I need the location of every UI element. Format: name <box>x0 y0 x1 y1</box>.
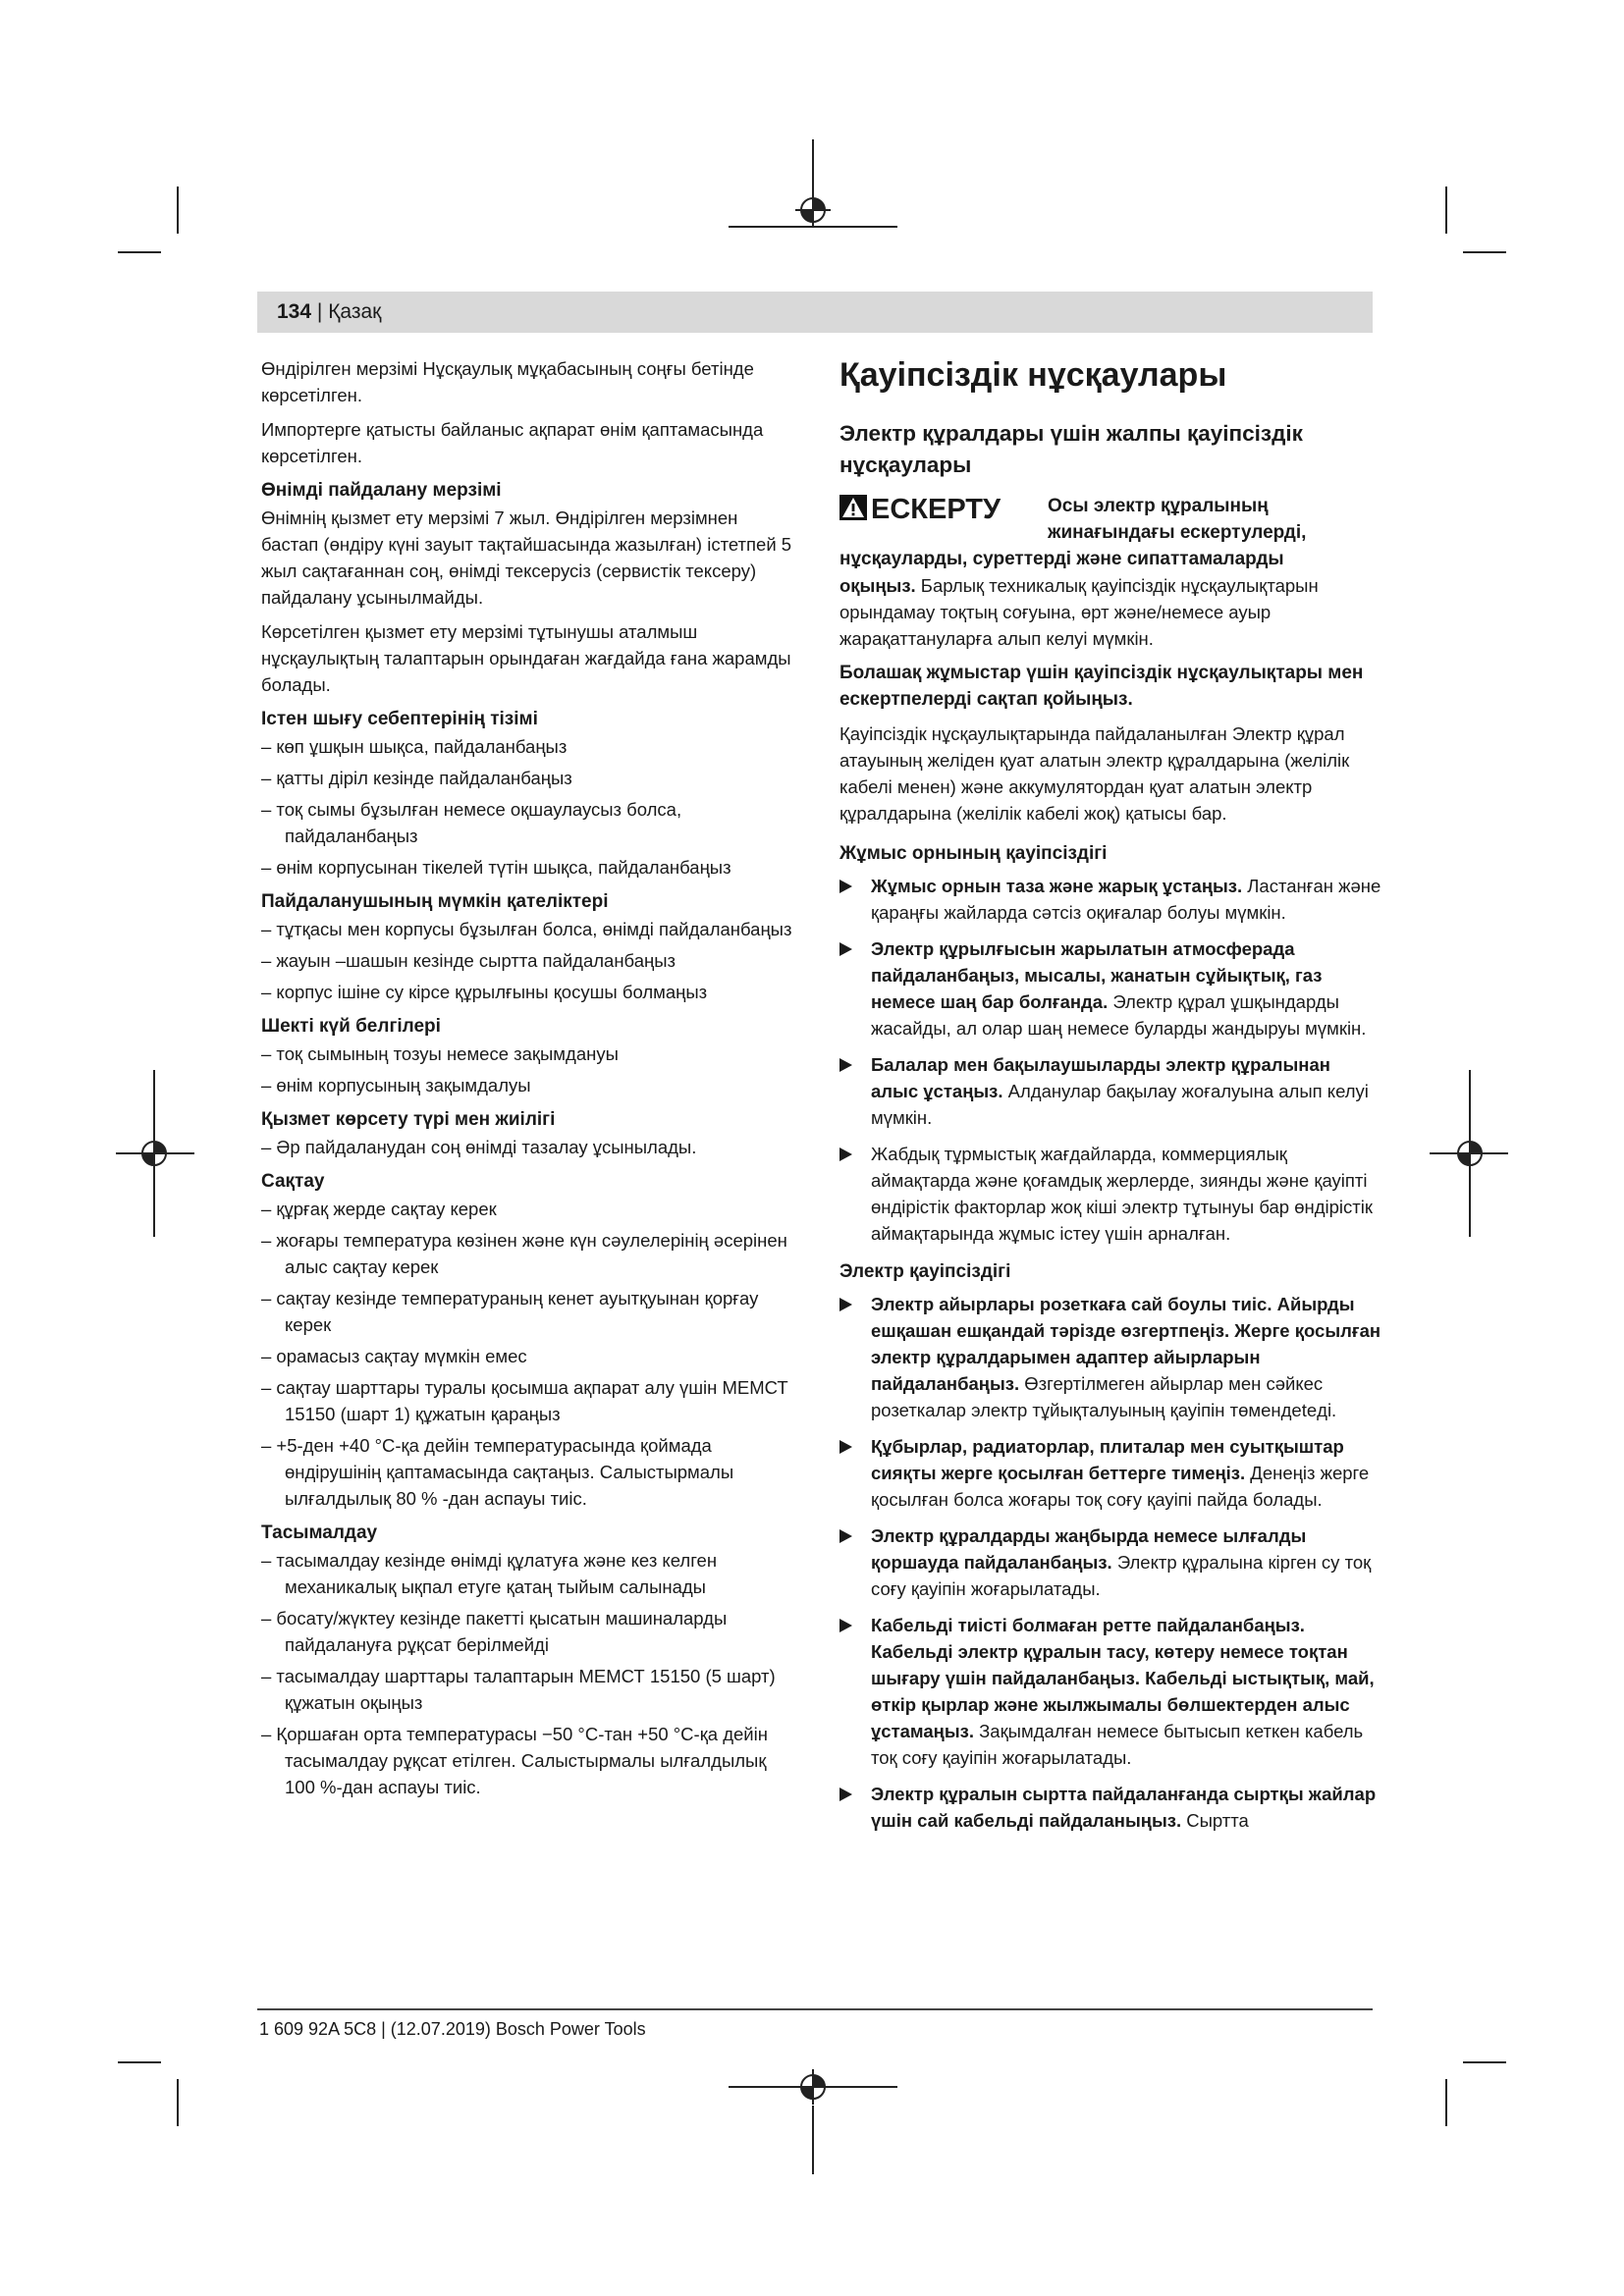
list-item <box>839 1433 1381 1513</box>
user-errors-heading: Пайдаланушының мүмкін қателіктері <box>261 891 609 912</box>
bullet-arrow-icon <box>839 1788 852 1801</box>
footer-text: 1 609 92A 5C8 | (12.07.2019) Bosch Power Tools <box>259 2019 646 2039</box>
list-item: – жоғары температура көзінен және күн сәулелерінің әсерінен алыс сақтау керек <box>261 1230 787 1277</box>
bullet-text: Зақымдалған немесе бытысып кеткен кабель тоқ соғу қауіпін жоғарылатады. <box>871 1721 1364 1768</box>
list-item: – тоқ сымының тозуы немесе зақымдануы <box>261 1043 619 1064</box>
electrical-heading: Электр қауіпсіздігі <box>839 1261 1011 1282</box>
page-title: Қауіпсіздік нұсқаулары <box>839 356 1227 394</box>
list-item: – өнім корпусынан тікелей түтін шықса, пайдаланбаңыз <box>261 857 731 878</box>
page-header-label <box>277 300 381 324</box>
list-item: – орамасыз сақтау мүмкін емес <box>261 1346 527 1366</box>
bullet-bold: Жұмыс орнын таза және жарық ұстаңыз. <box>871 876 1243 896</box>
list-item <box>839 1051 1381 1131</box>
crop-mark-br-v <box>1445 2079 1447 2126</box>
bullet-text: Электр құрал ұшқындарды жасайды, ал олар шаң немесе буларды жандыруы мүмкін. <box>871 991 1367 1039</box>
registration-mark-left <box>136 1136 172 1171</box>
bullet-arrow-icon <box>839 1619 852 1632</box>
list-item: – өнім корпусының зақымдалуы <box>261 1075 531 1095</box>
list-item <box>839 873 1381 926</box>
header-language: Қазақ <box>328 300 382 323</box>
list-item <box>839 1291 1381 1423</box>
term-paragraph: Қауіпсіздік нұсқаулықтарында пайдаланылған Электр құрал атауының желіден қуат алатын электр құралдарына (желілік кабелі менен) және аккумулятордан қуат алатын электр құралдарына (желілік кабелі жоқ) қатысы бар. <box>839 723 1350 824</box>
keep-instructions-heading: Болашақ жұмыстар үшін қауіпсіздік нұсқаулықтары мен ескертпелерді сақтап қойыңыз. <box>839 663 1364 710</box>
bullet-arrow-icon <box>839 880 852 893</box>
warning-block <box>839 493 1381 546</box>
page-number: 134 <box>277 300 312 323</box>
crop-mark-tl-v <box>177 187 179 234</box>
list-item: – Қоршаған орта температурасы −50 °C-тан +50 °C-қа дейін тасымалдау рұқсат етілген. Салыстырмалы ылғалдылық 100 %-дан аспауы тиіс. <box>261 1724 768 1797</box>
warning-paragraph <box>839 572 1381 652</box>
header-separator: | <box>316 300 323 323</box>
left-column <box>261 355 796 1805</box>
list-item: – тасымалдау кезінде өнімді құлатуға және кез келген механикалық ықпал етуге қатаң тыйым салынады <box>261 1550 718 1597</box>
list-item: – тұтқасы мен корпусы бұзылған болса, өнімді пайдаланбаңыз <box>261 919 792 939</box>
transport-heading: Тасымалдау <box>261 1522 378 1543</box>
bullet-arrow-icon <box>839 942 852 956</box>
list-item: – қатты діріл кезінде пайдаланбаңыз <box>261 768 572 788</box>
list-item: – тасымалдау шарттары талаптарын МЕМСТ 15150 (5 шарт) құжатын оқыңыз <box>261 1666 776 1713</box>
list-item <box>839 1522 1381 1602</box>
workplace-heading: Жұмыс орнының қауіпсіздігі <box>839 843 1108 864</box>
bullet-arrow-icon <box>839 1148 852 1161</box>
intro-paragraph: Өндірілген мерзімі Нұсқаулық мұқабасының соңғы бетінде көрсетілген. <box>261 358 754 405</box>
bullet-bold: Электр құралын сыртта пайдаланғанда сыртқы жайлар үшін сай кабельді пайдаланыңыз. <box>871 1784 1377 1831</box>
list-item: – сақтау шарттары туралы қосымша ақпарат алу үшін МЕМСТ 15150 (шарт 1) құжатын қараңыз <box>261 1377 788 1424</box>
bullet-text: Электр құралына кірген су тоқ соғу қауіпін жоғарылатады. <box>871 1552 1372 1599</box>
list-item: – құрғақ жерде сақтау керек <box>261 1199 497 1219</box>
list-item <box>839 1612 1381 1771</box>
bullet-bold: Балалар мен бақылаушыларды электр құралынан алыс ұстаңыз. <box>871 1054 1330 1101</box>
maintenance-heading: Қызмет көрсету түрі мен жиілігі <box>261 1109 556 1130</box>
list-item: – Әр пайдаланудан соң өнімді тазалау ұсынылады. <box>261 1137 697 1157</box>
bullet-arrow-icon <box>839 1298 852 1311</box>
crop-mark-bl-v <box>177 2079 179 2126</box>
intro-paragraph: Импортерге қатысты байланыс ақпарат өнім қаптамасында көрсетілген. <box>261 419 764 466</box>
registration-mark-top <box>795 192 831 228</box>
list-item: – +5-ден +40 °C-қа дейін температурасында қоймада өндірушінің қаптамасында сақтаңыз. Салыстырмалы ылғалдылық 80 % -дан аспауы тиіс. <box>261 1435 734 1509</box>
bullet-bold: Электр құралдарды жаңбырда немесе ылғалды қоршауда пайдаланбаңыз. <box>871 1525 1307 1573</box>
warning-label-text: ЕСКЕРТУ <box>871 494 1001 525</box>
service-life-paragraph: Өнімнің қызмет ету мерзімі 7 жыл. Өндірілген мерзімнен бастап (өндіру күні зауыт тақтайшасында жазылған) істетпей 5 жыл сақтағаннан соң, өнімді тексерусіз (сервистік тексеру) пайдалану ұсынылмайды. <box>261 507 792 608</box>
list-item: – жауын –шашын кезінде сыртта пайдаланбаңыз <box>261 950 676 971</box>
bullet-bold: Кабельді тиісті болмаған ретте пайдаланбаңыз. Кабельді электр құралын тасу, көтеру немесе тоқтан шығару үшін пайдаланбаңыз. Кабельді ыстықтық, май, өткір қырлар және жылжымалы бөлшектерден алыс ұстамаңыз. <box>871 1615 1375 1741</box>
crop-mark-bl-h <box>118 2061 161 2063</box>
storage-heading: Сақтау <box>261 1171 325 1192</box>
bullet-text: Ластанған және қараңғы жайларда сәтсіз оқиғалар болуы мүмкін. <box>871 876 1381 923</box>
warning-line: нұсқауларды, суреттерді және сипаттамаларды <box>839 549 1284 569</box>
bullet-bold: Электр құрылғысын жарылатын атмосферада пайдаланбаңыз, мысалы, жанатын сұйықтық, газ немесе шаң бар болғанда. <box>871 938 1323 1012</box>
section-subtitle: Электр құралдары үшін жалпы қауіпсіздік нұсқаулары <box>839 421 1303 477</box>
bullet-text: Денеңіз жерге қосылған болса жоғары тоқ соғу қауіпі пайда болады. <box>871 1463 1370 1510</box>
crop-mark-br-h <box>1463 2061 1506 2063</box>
list-item: – сақтау кезінде температураның кенет ауытқуынан қорғау керек <box>261 1288 759 1335</box>
list-item: – тоқ сымы бұзылған немесе оқшаулаусыз болса, пайдаланбаңыз <box>261 799 682 846</box>
bullet-text: Жабдық тұрмыстық жағдайларда, коммерциялық аймақтарда және қоғамдық жерлерде, зиянды және қауіпті өндірістік факторлар жоқ кіші электр тұтынуы бар өндірістік аймақтарында жұмыс істеу үшін арналған. <box>871 1144 1373 1244</box>
bullet-text: Алданулар бақылау жоғалуына алып келуі мүмкін. <box>871 1081 1369 1128</box>
failure-heading: Істен шығу себептерінің тізімі <box>261 709 538 729</box>
bullet-bold: Құбырлар, радиаторлар, плиталар мен суытқыштар сияқты жерге қосылған беттерге тимеңіз. <box>871 1436 1344 1483</box>
list-item: – корпус ішіне су кірсе құрылғыны қосушы болмаңыз <box>261 982 708 1002</box>
list-item <box>839 935 1381 1041</box>
list-item <box>839 1141 1381 1247</box>
bullet-arrow-icon <box>839 1058 852 1072</box>
crop-mark-tr-h <box>1463 251 1506 253</box>
registration-mark-right <box>1452 1136 1488 1171</box>
bullet-text: Сыртта <box>1181 1810 1249 1831</box>
bullet-arrow-icon <box>839 1529 852 1543</box>
service-life-paragraph: Көрсетілген қызмет ету мерзімі тұтынушы аталмыш нұсқаулықтың талаптарын орындаған жағдайда ғана жарамды болады. <box>261 621 791 695</box>
list-item: – көп ұшқын шықса, пайдаланбаңыз <box>261 736 568 757</box>
warning-read-bold: оқыңыз. <box>839 575 916 596</box>
list-item: – босату/жүктеу кезінде пакетті қысатын машиналарды пайдалануға рұқсат берілмейді <box>261 1608 728 1655</box>
right-column <box>839 355 1381 1843</box>
footer-rule <box>257 2008 1373 2010</box>
bullet-bold: Электр айырлары розеткаға сай боулы тиіс. Айырды ешқашан ешқандай тәрізде өзгертпеңіз. Жерге қосылған электр құралдарымен адаптер айырларын пайдаланбаңыз. <box>871 1294 1381 1394</box>
crop-mark-mb-v <box>812 2106 814 2174</box>
bullet-arrow-icon <box>839 1440 852 1454</box>
list-item <box>839 1781 1381 1834</box>
crop-mark-tr-v <box>1445 187 1447 234</box>
warning-triangle-icon <box>839 495 867 520</box>
warning-label <box>839 493 1001 526</box>
page-header <box>257 292 1373 333</box>
limit-states-heading: Шекті күй белгілері <box>261 1016 441 1037</box>
warning-read-rest: Барлық техникалық қауіпсіздік нұсқаулықтарын орындамау тоқтың соғуына, өрт және/немесе ауыр жарақаттануларға алып келуі мүмкін. <box>839 575 1319 649</box>
crop-mark-tl-h <box>118 251 161 253</box>
warning-side-text: Осы электр құралының жинағындағы ескертулерді, <box>1048 496 1307 543</box>
registration-mark-bottom <box>795 2069 831 2105</box>
service-life-heading: Өнімді пайдалану мерзімі <box>261 480 502 501</box>
bullet-text: Өзгертілмеген айырлар мен сәйкес розеткалар электр тұйықталуының қауіпін төмендеteді. <box>871 1373 1337 1420</box>
